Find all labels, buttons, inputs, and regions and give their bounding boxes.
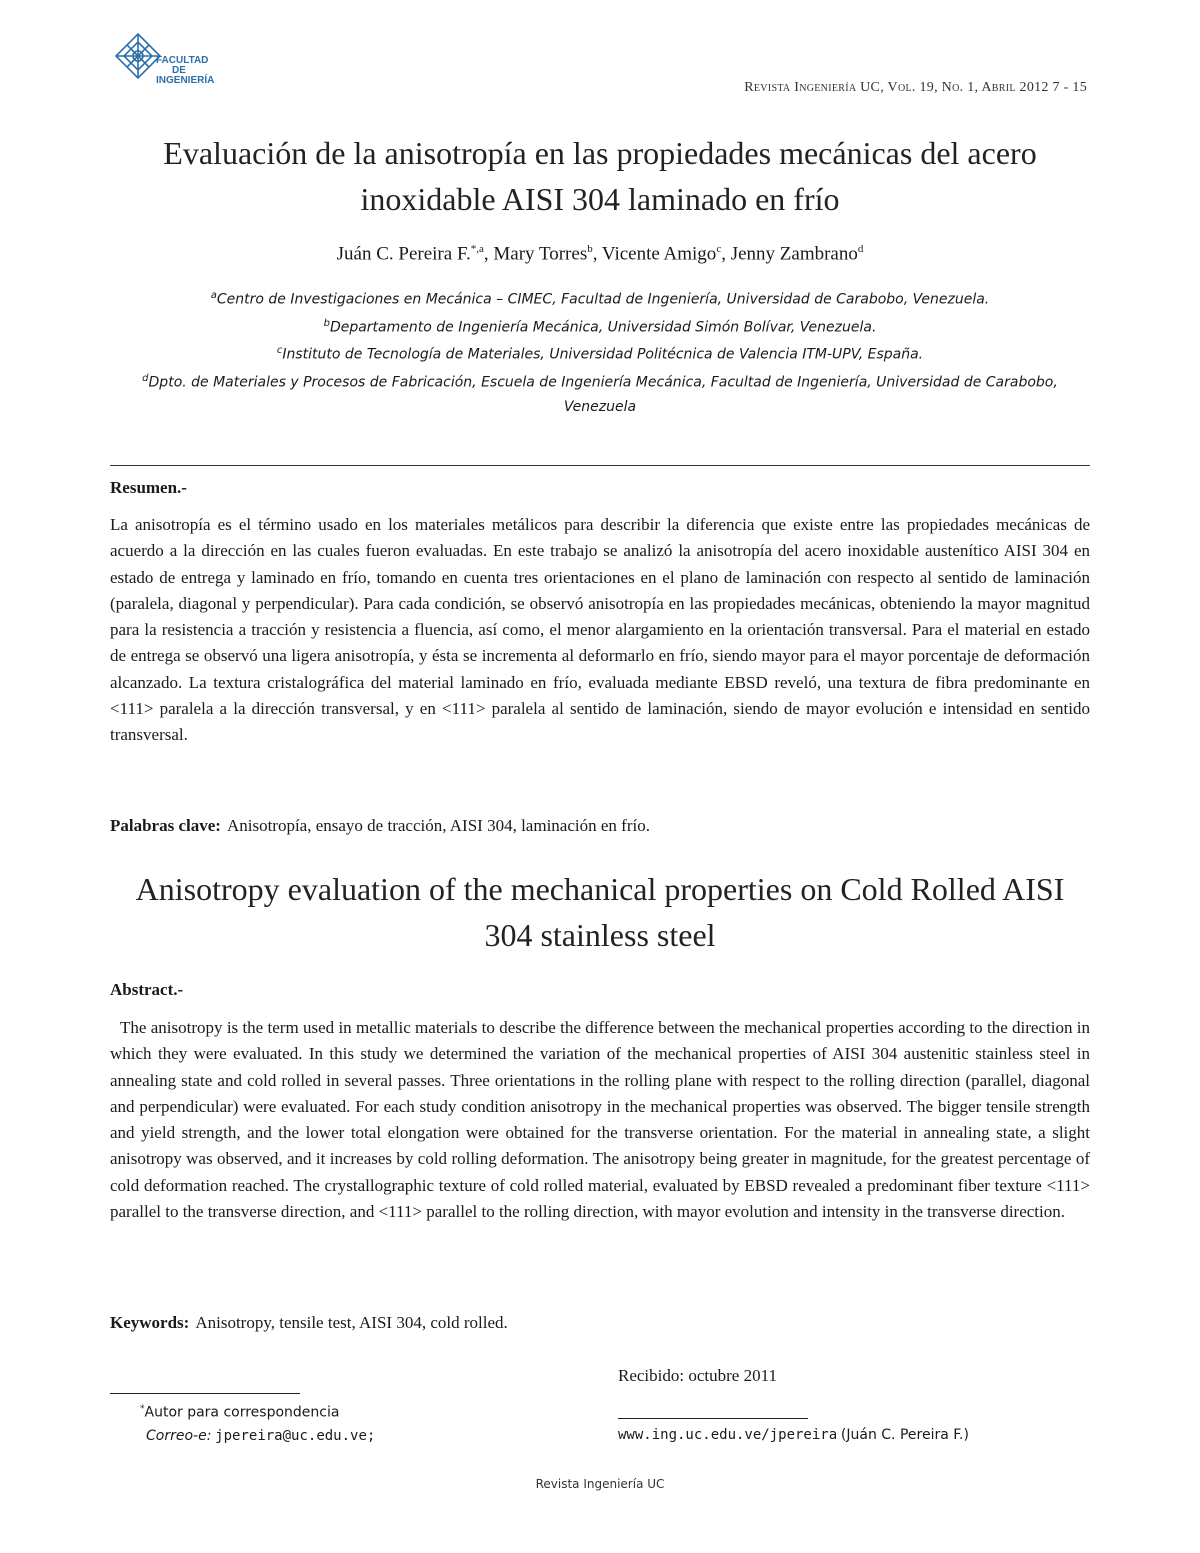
footnote-email-label: Correo-e: <box>146 1428 212 1444</box>
logo-line-2: DE <box>172 65 186 76</box>
affiliation-sup: b <box>323 317 330 329</box>
logo-line-3: INGENIERÍA <box>156 75 215 86</box>
title-english-line-1: Anisotropy evaluation of the mechanical properties on Cold Rolled AISI <box>135 871 1065 907</box>
palabras-clave <box>110 816 1090 836</box>
affiliation <box>110 284 1090 312</box>
affiliations <box>110 284 1090 419</box>
affiliation-text: Instituto de Tecnología de Materiales, Universidad Politécnica de Valencia ITM-UPV, España. <box>282 346 924 363</box>
author-sup: c <box>716 243 722 255</box>
keywords <box>110 1313 1090 1333</box>
footnote-author <box>140 1404 339 1421</box>
palabras-clave-label: Palabras clave: <box>110 816 221 835</box>
footnote-email <box>146 1428 375 1445</box>
footnote-author-text: Autor para correspondencia <box>144 1404 340 1421</box>
abstract-text: The anisotropy is the term used in metallic materials to describe the difference between the mechanical properties according to the direction in which they were evaluated. In this study we determined the variation of the mechanical properties of AISI 304 austenitic stainless steel in annealing state and cold rolled in several passes. Three orientations in the rolling plane with respect to the rolling direction (parallel, diagonal and perpendicular) were evaluated. For each study condition anisotropy in the mechanical properties was observed. The bigger tensile strength and yield strength, and the lower total elongation were obtained for the transverse orientation. For the material in annealing state, a slight anisotropy was observed, and it increases by cold rolling deformation. The anisotropy being greater in magnitude, for the greatest percentage of cold deformation reached. The crystallographic texture of cold rolled material, evaluated by EBSD revealed a predominant fiber texture <111> parallel to the transverse direction, and <111> parallel to the rolling direction, with mayor evolution and intensity in the transverse direction. <box>110 1018 1090 1222</box>
email-link[interactable]: jpereira@uc.edu.ve; <box>215 1428 376 1444</box>
abstract-heading: Abstract.- <box>110 980 184 999</box>
footnote-divider <box>110 1393 300 1394</box>
authors: Juán C. Pereira F.$^{*,a}$, Mary Torres$^b$, Vicente Amigo$^c$, Jenny Zambrano$^d$ <box>336 243 864 265</box>
page-footer: Revista Ingeniería UC <box>535 1477 665 1491</box>
affiliation-text: Dpto. de Materiales y Procesos de Fabricación, Escuela de Ingeniería Mecánica, Facultad de Ingeniería, Universidad de Carabobo, Venezuela <box>148 374 1058 415</box>
title-spanish <box>110 130 1090 222</box>
keywords-text: Anisotropy, tensile test, AISI 304, cold rolled. <box>195 1313 508 1332</box>
author-name: Vicente Amigo <box>601 243 717 265</box>
author-name: Juán C. Pereira F. <box>336 243 471 265</box>
footnote-url <box>618 1427 969 1444</box>
resumen-heading: Resumen.- <box>110 478 187 497</box>
title-spanish-line-2: inoxidable AISI 304 laminado en frío <box>360 181 840 217</box>
author-sup: d <box>857 243 864 255</box>
title-spanish-line-1: Evaluación de la anisotropía en las propiedades mecánicas del acero <box>163 135 1037 171</box>
footnote-url-name: (Juán C. Pereira F.) <box>840 1427 969 1443</box>
affiliation-text: Departamento de Ingeniería Mecánica, Universidad Simón Bolívar, Venezuela. <box>329 319 877 336</box>
affiliation-sup: d <box>142 372 149 384</box>
author-sup: *,a <box>470 243 484 255</box>
affiliation <box>110 367 1090 419</box>
footnote-divider-right <box>618 1418 808 1419</box>
title-english-line-2: 304 stainless steel <box>484 917 716 953</box>
running-head: Revista Ingeniería UC, Vol. 19, No. 1, Abril 2012 7 - 15 <box>744 80 1087 95</box>
section-divider <box>110 465 1090 466</box>
author-name: Jenny Zambrano <box>730 243 858 265</box>
affiliation <box>110 339 1090 367</box>
received-date: Recibido: octubre 2011 <box>618 1366 777 1385</box>
logo-line-1: FACULTAD <box>156 55 209 66</box>
author-name: Mary Torres <box>493 243 588 265</box>
url-link[interactable]: www.ing.uc.edu.ve/jpereira <box>618 1427 838 1443</box>
resumen-text: La anisotropía es el término usado en los materiales metálicos para describir la diferencia que existe entre las propiedades mecánicas de acuerdo a la dirección en las cuales fueron evaluadas. En este trabajo se analizó la anisotropía del acero inoxidable austenítico AISI 304 en estado de entrega y laminado en frío, tomando en cuenta tres orientaciones en el plano de laminación con respecto al sentido de laminación (paralela, diagonal y perpendicular). Para cada condición, se observó anisotropía en las propiedades mecánicas, obteniendo la mayor magnitud para la resistencia a tracción y resistencia a fluencia, así como, el menor alargamiento en la orientación transversal. Para el material en estado de entrega se observó una ligera anisotropía, y ésta se incrementa al deformarlo en frío, siendo mayor para el mayor porcentaje de deformación alcanzado. La textura cristalográfica del material laminado en frío, evaluada mediante EBSD reveló, una textura de fibra predominante en <111> paralela a la dirección transversal, y en <111> paralela al sentido de laminación, siendo de mayor evolución e intensidad en sentido transversal. <box>110 515 1090 745</box>
title-english <box>110 866 1090 958</box>
palabras-clave-text: Anisotropía, ensayo de tracción, AISI 304, laminación en frío. <box>226 816 650 835</box>
affiliation <box>110 312 1090 340</box>
affiliation-text: Centro de Investigaciones en Mecánica – CIMEC, Facultad de Ingeniería, Universidad de Carabobo, Venezuela. <box>216 291 990 308</box>
affiliation-sup: a <box>210 290 217 301</box>
faculty-logo <box>112 30 222 100</box>
affiliation-sup: c <box>276 345 283 357</box>
keywords-label: Keywords: <box>110 1313 190 1332</box>
footnote-mark: * <box>140 1404 145 1414</box>
logo-text <box>156 56 214 86</box>
author-sup: b <box>587 243 593 255</box>
